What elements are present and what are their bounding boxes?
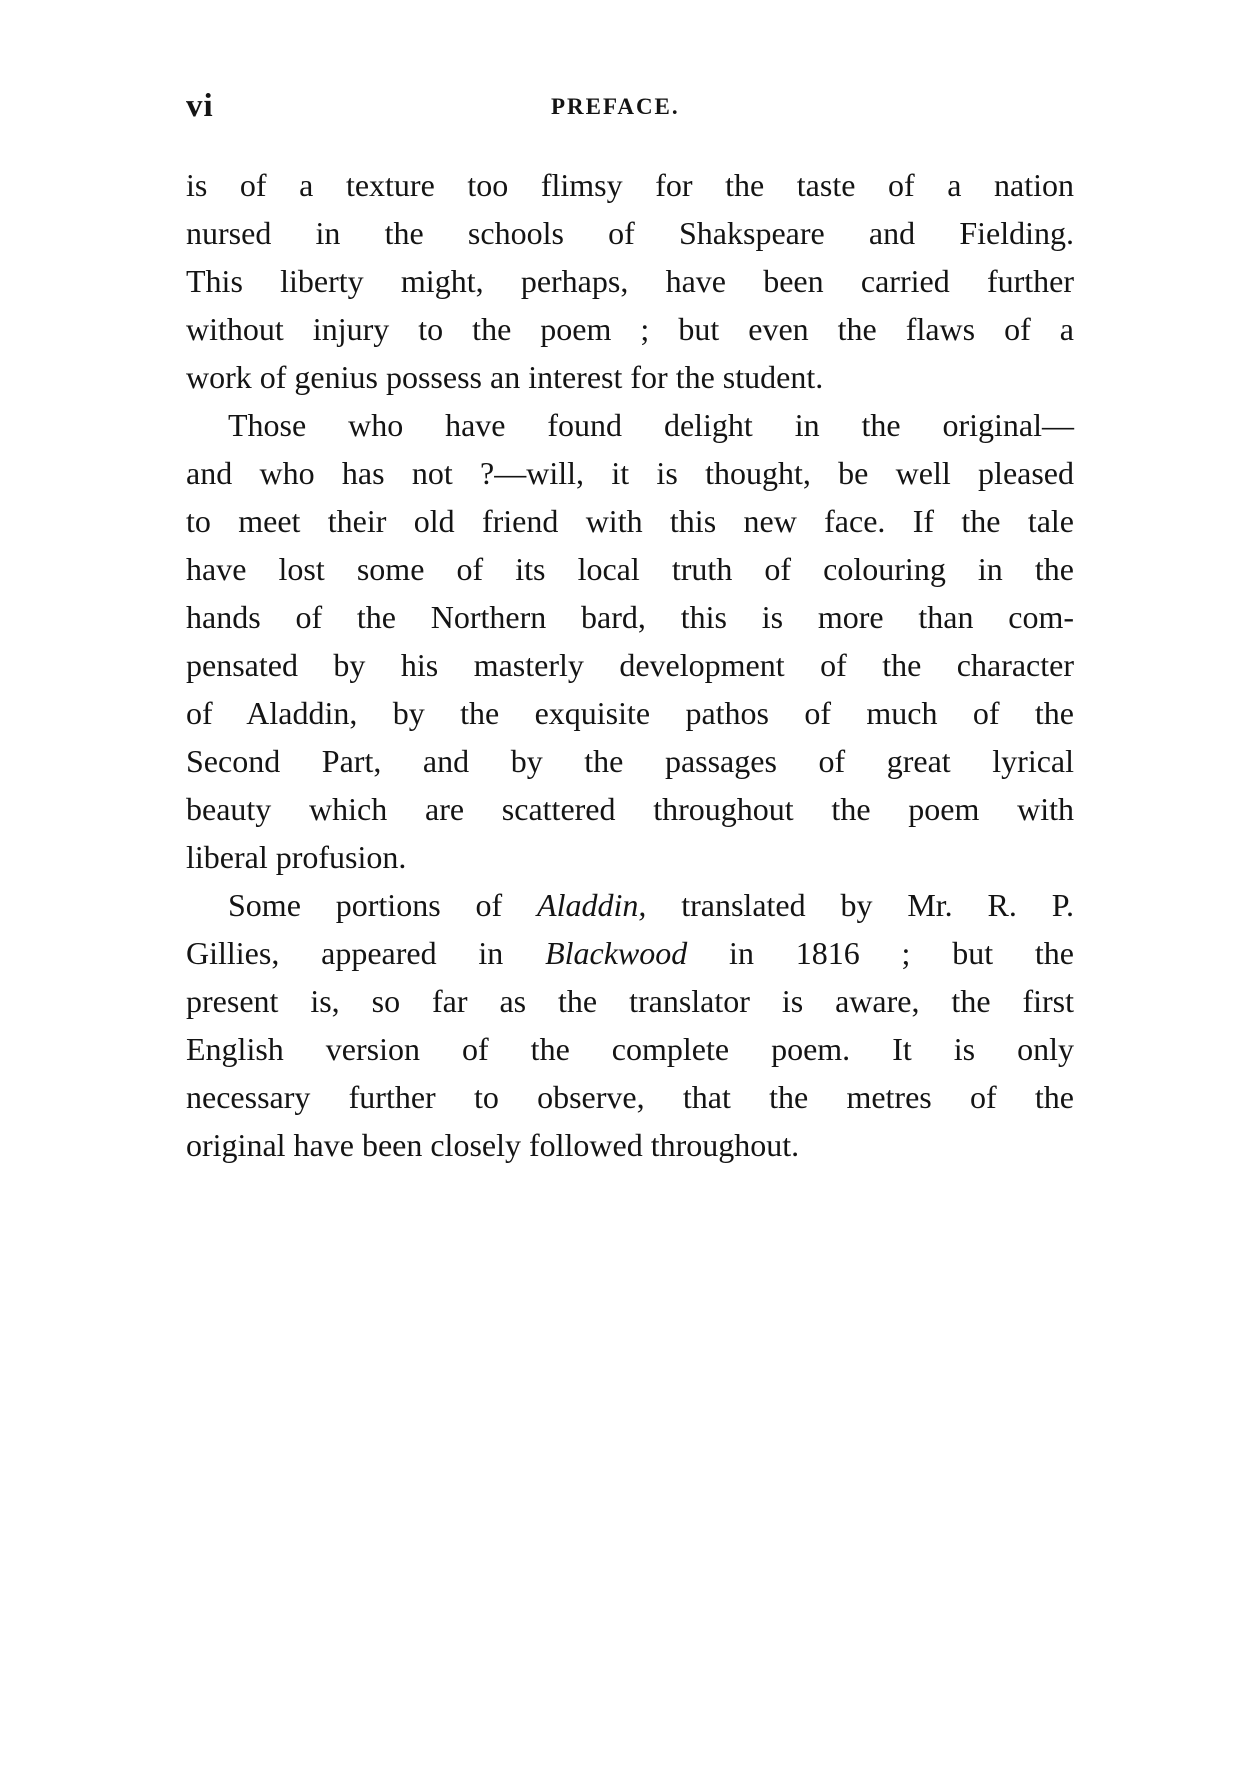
italic-title-aladdin: Aladdin, [537, 887, 647, 923]
text-line: and who has not ?—will, it is thought, be well pleased [186, 455, 1074, 491]
text-line: liberal profusion. [186, 839, 407, 875]
text-line: This liberty might, perhaps, have been carried further [186, 263, 1074, 299]
text-line: without injury to the poem ; but even the flaws of a [186, 311, 1074, 347]
text-line: nursed in the schools of Shakspeare and Fielding. [186, 215, 1074, 251]
text-line: hands of the Northern bard, this is more than com- [186, 599, 1074, 635]
text-line: Second Part, and by the passages of great lyrical [186, 743, 1074, 779]
text-line [186, 881, 1074, 929]
text-line: have lost some of its local truth of colouring in the [186, 551, 1074, 587]
paragraph-2 [186, 401, 1074, 881]
text-line: Those who have found delight in the original— [228, 407, 1074, 443]
italic-title-blackwood: Blackwood [545, 935, 688, 971]
paragraph-1 [186, 161, 1074, 401]
text-run: Some portions of [228, 887, 538, 923]
text-line: original have been closely followed throughout. [186, 1127, 800, 1163]
text-line: necessary further to observe, that the metres of the [186, 1079, 1074, 1115]
body-text [186, 161, 1074, 1169]
text-line: present is, so far as the translator is aware, the first [186, 983, 1074, 1019]
text-line: is of a texture too flimsy for the taste of a nation [186, 167, 1074, 203]
text-run: translated by Mr. R. P. [646, 887, 1075, 923]
text-line: English version of the complete poem. It is only [186, 1031, 1074, 1067]
running-head [186, 88, 1074, 128]
page-number: vi [186, 88, 214, 124]
paragraph-3 [186, 881, 1074, 1169]
running-title: PREFACE. [551, 94, 680, 119]
text-run: Gillies, appeared in [186, 935, 546, 971]
text-line: pensated by his masterly development of the character [186, 647, 1074, 683]
text-line: of Aladdin, by the exquisite pathos of much of the [186, 695, 1074, 731]
text-run: in 1816 ; but the [687, 935, 1075, 971]
text-line: to meet their old friend with this new face. If the tale [186, 503, 1074, 539]
text-line [186, 929, 1074, 977]
text-line: work of genius possess an interest for the student. [186, 359, 824, 395]
text-line: beauty which are scattered throughout the poem with [186, 791, 1074, 827]
